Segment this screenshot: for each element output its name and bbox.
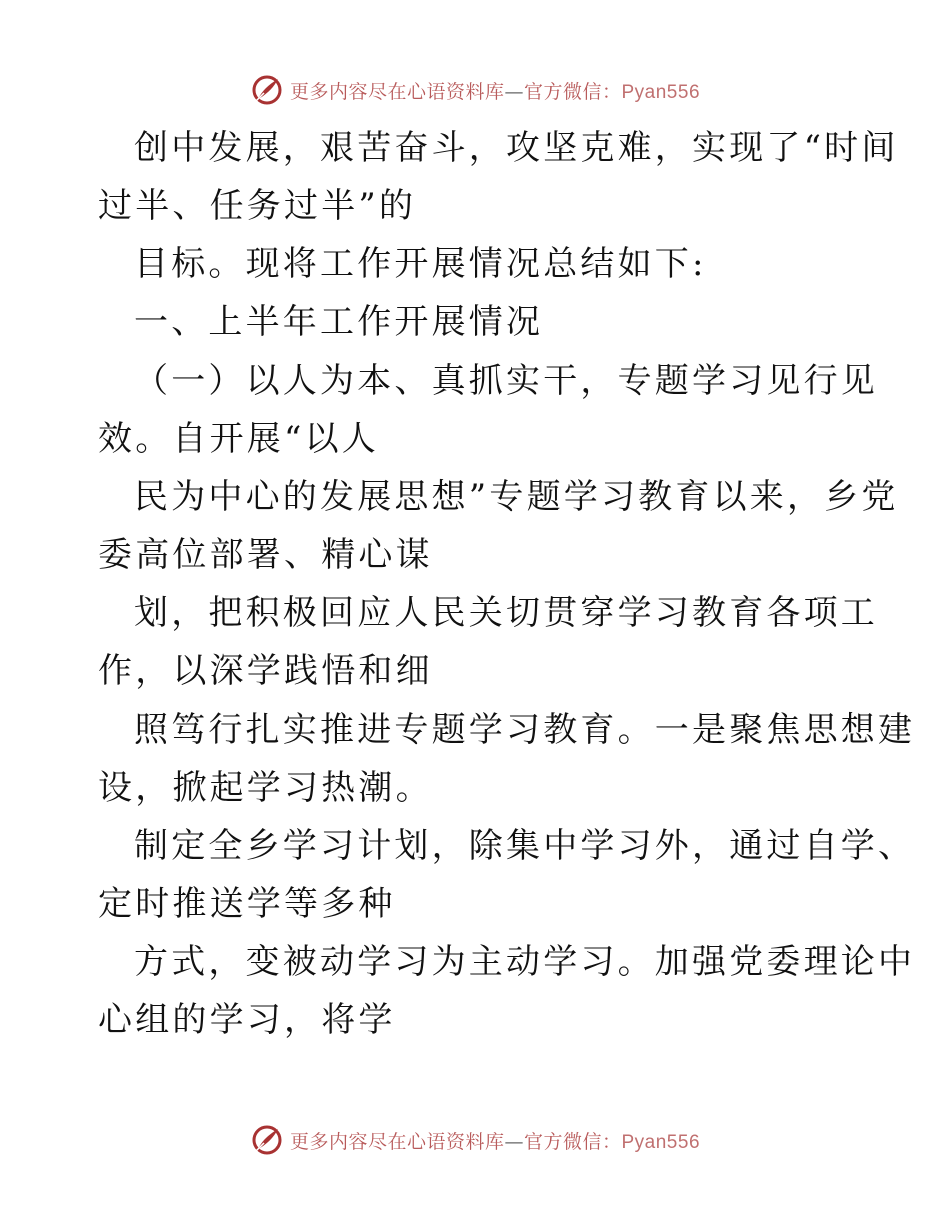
paragraph-1-line-1: 创中发展，艰苦奋斗，攻坚克难，实现了“时间 [134,128,899,168]
paragraph-6-line-2: 作，以深学践悟和细 [98,651,433,691]
paragraph-9-line-1: 方式，变被动学习为主动学习。加强党委理论中 [134,942,916,982]
watermark-main-text: 更多内容尽在心语资料库 [289,1130,505,1153]
watermark-official-label: 官方微信： [523,1130,622,1153]
paragraph-9-line-2: 心组的学习，将学 [98,1000,396,1040]
watermark-text [290,1127,700,1154]
section-heading: 一、上半年工作开展情况 [134,302,544,342]
watermark-wechat-id: Pyan556 [621,81,701,103]
paragraph-4-line-1: （一）以人为本、真抓实干，专题学习见行见 [134,361,878,401]
paragraph-6-line-1: 划，把积极回应人民关切贯穿学习教育各项工 [134,593,878,633]
watermark-main-text: 更多内容尽在心语资料库 [289,80,505,103]
watermark-separator: — [504,1130,524,1153]
paragraph-5-line-1: 民为中心的发展思想”专题学习教育以来，乡党 [134,477,899,517]
paragraph-8-line-1: 制定全乡学习计划，除集中学习外，通过自学、 [134,826,916,866]
watermark-separator: — [504,80,524,103]
watermark-wechat-id: Pyan556 [621,1131,701,1153]
paragraph-4-line-2: 效。自开展“以人 [98,419,379,459]
watermark-inner [250,1123,700,1157]
paragraph-7-line-1: 照笃行扎实推进专题学习教育。一是聚焦思想建 [134,710,916,750]
footer-watermark [0,1120,950,1160]
paragraph-8-line-2: 定时推送学等多种 [98,884,396,924]
paragraph-1-line-2: 过半、任务过半”的 [98,186,417,226]
paragraph-7-line-2: 设，掀起学习热潮。 [98,768,433,808]
paragraph-2-line-1: 目标。现将工作开展情况总结如下: [134,244,707,284]
feather-pen-logo-icon [250,1123,284,1157]
paragraph-5-line-2: 委高位部署、精心谋 [98,535,433,575]
watermark-official-label: 官方微信： [523,80,622,103]
